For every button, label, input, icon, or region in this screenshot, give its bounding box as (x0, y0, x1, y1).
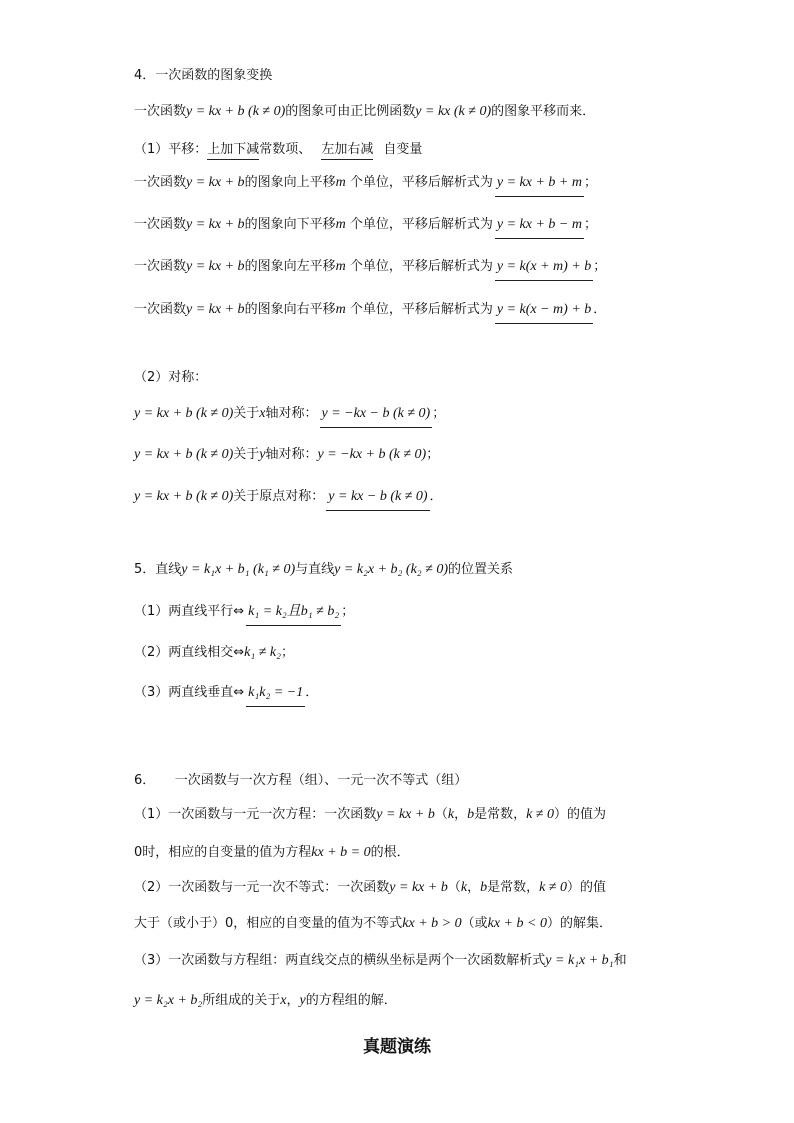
translate-fill-1: 上加下减 (207, 142, 259, 160)
translate-rule: （1）平移：上加下减常数项、 左加右减 自变量 (134, 140, 422, 160)
section6-p3-line1: （3）一次函数与方程组：两直线交点的横纵坐标是两个一次函数解析式y = k₁x + b₁和 (134, 953, 627, 968)
section6-p2-line2: 大于（或小于）0，相应的自变量的值为不等式kx + b > 0（或kx + b < 0）的解集． (134, 916, 612, 931)
answer-shift-up: y = kx + b + m (495, 173, 584, 197)
symmetry-line-x: y = kx + b (k ≠ 0)关于x轴对称： y = −kx − b (k ≠ 0) ； (134, 404, 445, 428)
relation-parallel: （1）两直线平行⇔ k₁ = k₂且b₁ ≠ b₂ ； (134, 602, 354, 626)
shift-line-down: 一次函数y = kx + b的图象向下平移m 个单位，平移后解析式为 y = kx + b − m ； (134, 215, 597, 239)
symmetry-label: （2）对称： (134, 370, 208, 385)
translate-fill-2: 左加右减 (321, 142, 373, 160)
shift-line-right: 一次函数y = kx + b的图象向右平移m 个单位，平移后解析式为 y = k(x − m) + b ． (134, 300, 606, 324)
answer-symmetry-origin: y = kx − b (k ≠ 0) (326, 487, 429, 511)
answer-intersect: k₁ ≠ k₂ (244, 645, 282, 660)
section5-title: 5．直线y = k₁x + b₁ (k₁ ≠ 0)与直线y = k₂x + b₂ (k₂ ≠ 0)的位置关系 (134, 562, 514, 577)
section-heading-practice: 真题演练 (363, 1037, 431, 1057)
answer-shift-right: y = k(x − m) + b (495, 300, 593, 324)
section6-p3-line2: y = k₂x + b₂所组成的关于x，y的方程组的解． (134, 993, 397, 1008)
section6-p2-line1: （2）一次函数与一元一次不等式：一次函数y = kx + b（k，b是常数，k ≠ 0）的值 (134, 880, 607, 895)
symmetry-line-origin: y = kx + b (k ≠ 0)关于原点对称： y = kx − b (k ≠ 0) ． (134, 487, 443, 511)
relation-intersect: （2）两直线相交⇔k₁ ≠ k₂； (134, 645, 295, 660)
symmetry-line-y: y = kx + b (k ≠ 0)关于y轴对称：y = −kx + b (k ≠ 0)； (134, 447, 440, 462)
answer-symmetry-x: y = −kx − b (k ≠ 0) (320, 404, 433, 428)
section4-intro: 一次函数y = kx + b (k ≠ 0)的图象可由正比例函数y = kx (k ≠ 0)的图象平移而来． (134, 104, 596, 119)
shift-line-up: 一次函数y = kx + b的图象向上平移m 个单位，平移后解析式为 y = kx + b + m ； (134, 173, 597, 197)
answer-perpendicular: k₁k₂ = −1 (246, 683, 305, 707)
section4-title: 4．一次函数的图象变换 (134, 68, 273, 83)
answer-shift-down: y = kx + b − m (495, 215, 584, 239)
answer-shift-left: y = k(x + m) + b (495, 257, 593, 281)
answer-parallel: k₁ = k₂且b₁ ≠ b₂ (246, 602, 341, 626)
section6-p1-line2: 0时，相应的自变量的值为方程kx + b = 0的根． (134, 845, 410, 860)
shift-line-left: 一次函数y = kx + b的图象向左平移m 个单位，平移后解析式为 y = k(x + m) + b ； (134, 257, 606, 281)
section6-title: 6． 一次函数与一次方程（组）、一元一次不等式（组） (134, 773, 468, 788)
answer-symmetry-y: y = −kx + b (k ≠ 0) (317, 447, 427, 462)
section6-p1-line1: （1）一次函数与一元一次方程：一次函数y = kx + b（k，b是常数，k ≠ 0）的值为 (134, 807, 607, 822)
relation-perpendicular: （3）两直线垂直⇔ k₁k₂ = −1 ． (134, 683, 318, 707)
